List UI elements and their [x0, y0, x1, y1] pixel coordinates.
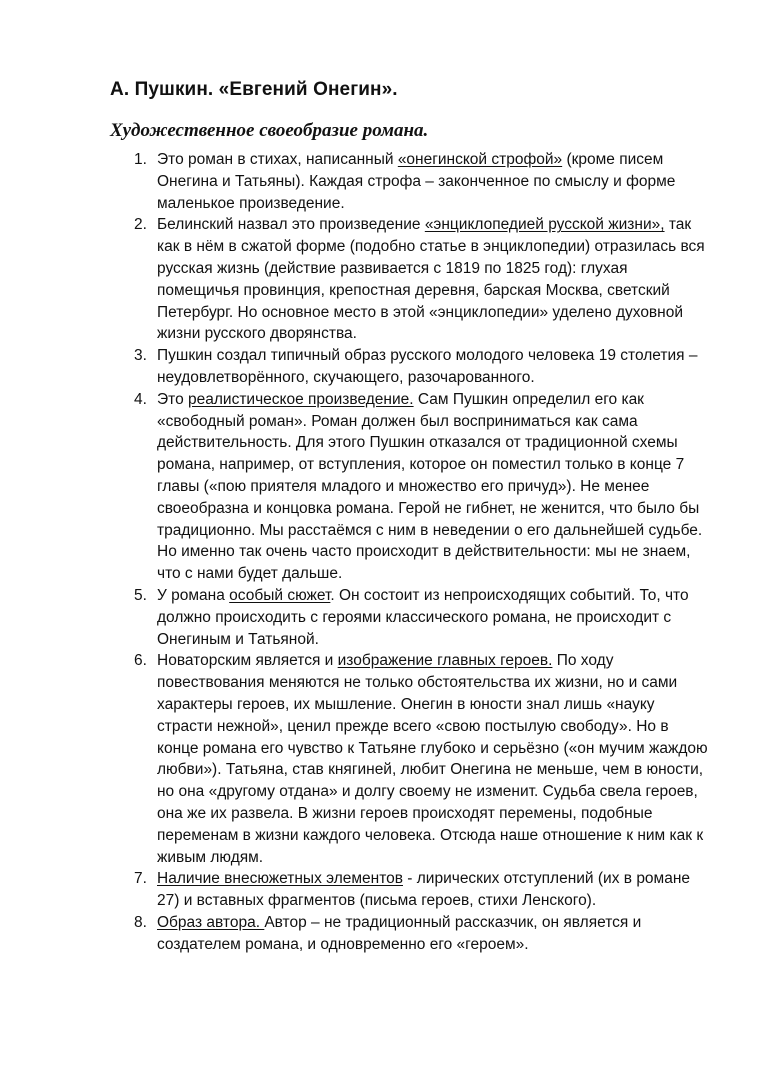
document-title: А. Пушкин. «Евгений Онегин».	[110, 79, 398, 100]
list-item	[110, 214, 708, 345]
item-text: Новаторским является и	[157, 652, 338, 670]
item-text: так как в нём в сжатой форме (подобно статье в энциклопедии) отразилась вся русская жизнь (действие развивается с 1819 по 1825 год): глухая помещичья провинция, крепостная деревня, барская Москва, светский Петербург. Но основное место в этой «энциклопедии» уделено духовной жизни русского дворянства.	[157, 216, 705, 343]
list-number: 5.	[134, 586, 147, 604]
underlined-term: изображение главных героев.	[337, 652, 553, 670]
underlined-term: «онегинской строфой»	[397, 151, 563, 168]
item-text: - лирических отступлений (их в романе 27) и вставных фрагментов (письма героев, стихи Ленского).	[157, 870, 691, 910]
item-text: (кроме писем Онегина и Татьяны). Каждая строфа – законченное по смыслу и форме маленькое произведение.	[157, 151, 676, 212]
list-item	[110, 345, 708, 389]
list-item	[110, 868, 708, 912]
list-number: 8.	[134, 913, 147, 931]
list-number: 6.	[134, 652, 147, 670]
item-text: Пушкин создал типичный образ русского молодого человека 19 столетия – неудовлетворённого, скучающего, разочарованного.	[157, 347, 698, 386]
item-text: По ходу повествования меняются не только обстоятельства их жизни, но и сами характеры героев, их мышление. Онегин в юности знал лишь «науку страсти нежной», ценил прежде всего «свою постылую свободу». Но в конце романа его чувство к Татьяне глубоко и серьёзно («он мучим жаждою любви»). Татьяна, став княгиней, любит Онегина не меньше, чем в юности, но она «другому отдана» и долгу своему не изменит. Судьба свела героев, она же их развела. В жизни героев происходят перемены, подобные переменам в жизни каждого человека. Отсюда наше отношение к ним как к живым людям.	[157, 652, 708, 866]
item-text: Это роман в стихах, написанный	[157, 151, 398, 168]
list-number: 4.	[134, 390, 147, 408]
underlined-term: особый сюжет	[229, 586, 331, 604]
section-subtitle: Художественное своеобразие романа.	[110, 120, 429, 141]
list-item	[110, 389, 708, 585]
item-text: У романа	[157, 586, 230, 604]
item-text: Сам Пушкин определил его как «свободный роман». Роман должен был восприниматься как сама действительность. Для этого Пушкин отказался от традиционной схемы романа, например, от вступления, которое он поместил только в конце 7 главы («пою приятеля младого и множество его причуд»). Не менее своеобразна и концовка романа. Герой не гибнет, не женится, что было бы традиционно. Мы расстаёмся с ним в неведении о его дальнейшей судьбе. Но именно так очень часто происходит в действительности: мы не знаем, что с нами будет дальше.	[157, 390, 703, 583]
list-item	[110, 585, 708, 650]
underlined-term: «энциклопедией русской жизни»,	[424, 216, 665, 234]
list-item	[110, 650, 708, 868]
numbered-list	[110, 149, 708, 955]
list-item	[110, 149, 708, 214]
list-number: 1.	[134, 151, 147, 168]
list-number: 2.	[134, 216, 147, 234]
list-item	[110, 912, 708, 956]
list-number: 3.	[134, 347, 147, 365]
item-text: Это	[157, 390, 188, 408]
underlined-term: Наличие внесюжетных элементов	[157, 870, 403, 888]
item-text: Белинский назвал это произведение	[157, 216, 425, 234]
item-text: . Он состоит из непроисходящих событий. То, что должно происходить с героями классического романа, не происходит с Онегиным и Татьяной.	[157, 586, 689, 648]
underlined-term: реалистическое произведение.	[188, 390, 414, 408]
item-text: Автор – не традиционный рассказчик, он является и создателем романа, и одновременно его «героем».	[157, 913, 642, 953]
underlined-term: Образ автора.	[157, 913, 265, 931]
list-number: 7.	[134, 870, 147, 888]
